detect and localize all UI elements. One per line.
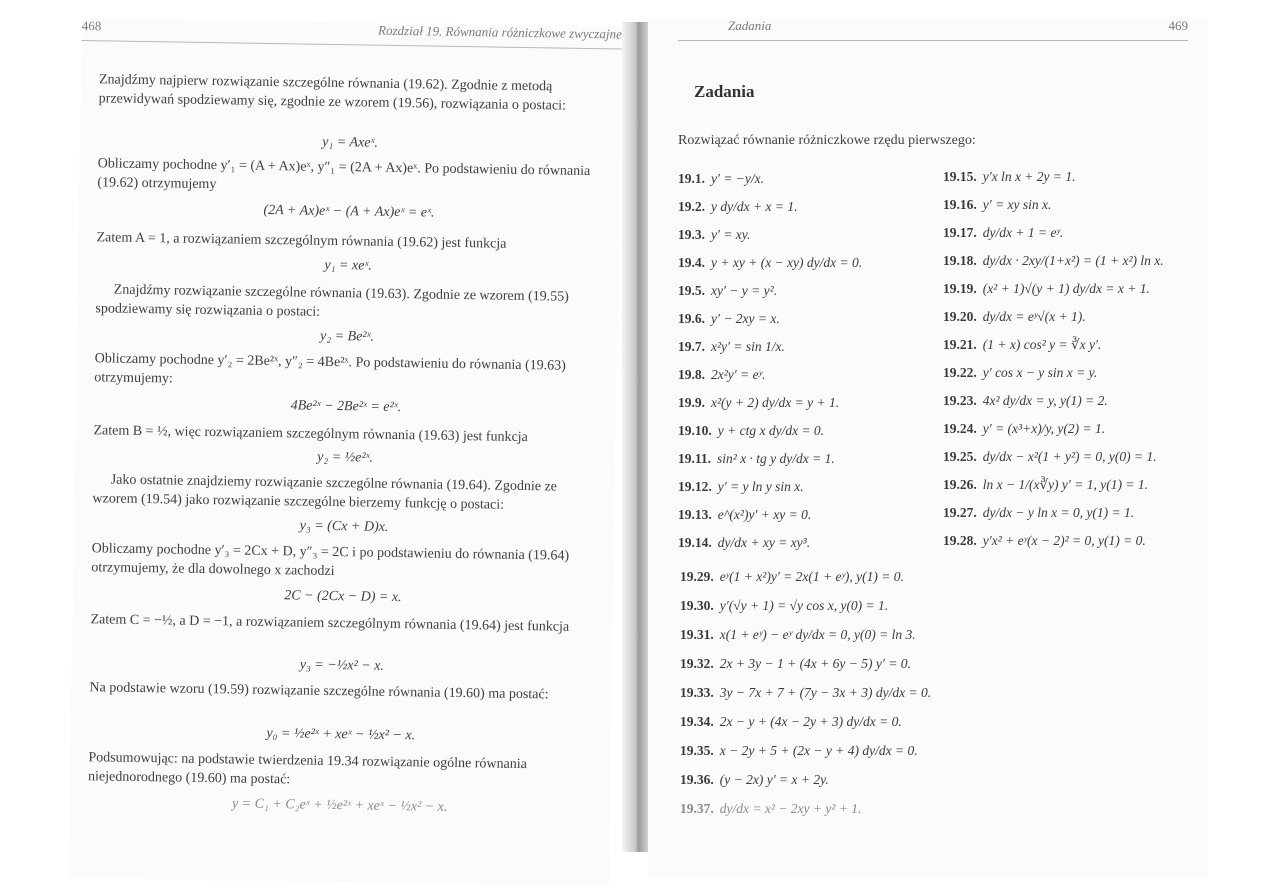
- equation: 2C − (2Cx − D) = x.: [284, 588, 402, 606]
- exercise: 19.18. dy/dx · 2xy/(1+x²) = (1 + x²) ln x.: [943, 253, 1164, 268]
- exercise: 19.12. y′ = y ln y sin x.: [678, 479, 804, 494]
- paragraph: Zatem A = 1, a rozwiązaniem szczególnym równania (19.62) jest funkcja: [96, 230, 507, 252]
- paragraph: Znajdźmy rozwiązanie szczególne równania (19.63). Zgodnie ze wzorem (19.55) spodziewamy się rozwiązania o postaci:: [95, 282, 569, 320]
- header-rule: [82, 40, 622, 49]
- equation: 4Be²ˣ − 2Be²ˣ = e²ˣ.: [290, 398, 402, 416]
- exercise: 19.21. (1 + x) cos² y = ∛x y′.: [943, 337, 1102, 352]
- right-page: [648, 18, 1208, 878]
- exercise: 19.20. dy/dx = eʸ√(x + 1).: [943, 309, 1086, 324]
- paragraph: Obliczamy pochodne y′₃ = 2Cx + D, y″₃ = 2C i po podstawieniu do równania (19.64) otrzymujemy, że dla dowolnego x zachodzi: [91, 541, 570, 580]
- page-number: 468: [81, 18, 102, 34]
- exercise: 19.17. dy/dx + 1 = eʸ.: [943, 225, 1064, 240]
- exercise: 19.34. 2x − y + (4x − 2y + 3) dy/dx = 0.: [680, 714, 902, 729]
- header-rule: [678, 40, 1188, 41]
- paragraph: Znajdźmy najpierw rozwiązanie szczególne równania (19.62). Zgodnie z metodą przewidywań spodziewamy się, zgodnie ze wzorem (19.56), rozwiązania o postaci:: [98, 72, 567, 114]
- exercise: 19.9. x²(y + 2) dy/dx = y + 1.: [678, 395, 840, 410]
- paragraph: Na podstawie wzoru (19.59) rozwiązanie szczególne równania (19.60) ma postać:: [89, 680, 549, 703]
- exercise: 19.35. x − 2y + 5 + (2x − y + 4) dy/dx = 0.: [680, 743, 918, 758]
- exercise: 19.22. y′ cos x − y sin x = y.: [943, 365, 1098, 380]
- exercise: 19.25. dy/dx − x²(1 + y²) = 0, y(0) = 1.: [943, 449, 1157, 464]
- equation: y₁ = Axeˣ.: [322, 134, 379, 151]
- exercise: 19.36. (y − 2x) y′ = x + 2y.: [680, 772, 829, 787]
- exercise: 19.26. ln x − 1/(x∛y) y′ = 1, y(1) = 1.: [943, 477, 1148, 492]
- equation: y₃ = −½x² − x.: [299, 657, 385, 674]
- intro-text: Rozwiązać równanie różniczkowe rzędu pierwszego:: [678, 133, 976, 148]
- paragraph: Zatem B = ½, więc rozwiązaniem szczególnym równania (19.63) jest funkcja: [93, 423, 528, 446]
- exercise: 19.24. y′ = (x³+x)/y, y(2) = 1.: [943, 421, 1106, 436]
- exercise: 19.4. y + xy + (x − xy) dy/dx = 0.: [678, 255, 863, 270]
- equation: y₂ = Be²ˣ.: [319, 328, 375, 345]
- exercise: 19.32. 2x + 3y − 1 + (4x + 6y − 5) y′ = 0.: [680, 656, 911, 671]
- running-header: Rozdział 19. Równania różniczkowe zwyczajne: [377, 22, 622, 42]
- paragraph: Obliczamy pochodne y′₁ = (A + Ax)eˣ, y″₁ = (2A + Ax)eˣ. Po podstawieniu do równania (19.62) otrzymujemy: [97, 156, 591, 193]
- paragraph: Podsumowując: na podstawie twierdzenia 19.34 rozwiązanie ogólne równania niejednorodnego (19.60) ma postać:: [87, 750, 527, 788]
- exercise: 19.15. y′x ln x + 2y = 1.: [943, 169, 1076, 184]
- page-number: 469: [1168, 18, 1188, 33]
- exercise: 19.33. 3y − 7x + 7 + (7y − 3x + 3) dy/dx = 0.: [680, 685, 932, 700]
- running-header: Zadania: [728, 18, 772, 33]
- equation: y₀ = ½e²ˣ + xeˣ − ½x² − x.: [266, 725, 416, 744]
- exercise: 19.30. y′(√y + 1) = √y cos x, y(0) = 1.: [680, 598, 889, 613]
- equation: y₃ = (Cx + D)x.: [299, 518, 389, 535]
- exercise: 19.10. y + ctg x dy/dx = 0.: [678, 423, 825, 438]
- exercise: 19.11. sin² x · tg y dy/dx = 1.: [678, 451, 835, 466]
- paragraph: Zatem C = −½, a D = −1, a rozwiązaniem szczególnym równania (19.64) jest funkcja: [90, 612, 570, 635]
- equation: y = C₁ + C₂eˣ + ½e²ˣ + xeˣ − ½x² − x.: [231, 796, 448, 815]
- exercise: 19.28. y′x² + eʸ(x − 2)² = 0, y(1) = 0.: [943, 533, 1146, 548]
- paragraph: Obliczamy pochodne y′₂ = 2Be²ˣ, y″₂ = 4Be²ˣ. Po podstawieniu do równania (19.63) otrzymujemy:: [94, 351, 566, 387]
- exercise: 19.6. y′ − 2xy = x.: [678, 311, 780, 326]
- exercise: 19.27. dy/dx − y ln x = 0, y(1) = 1.: [943, 505, 1135, 520]
- exercise: 19.23. 4x² dy/dx = y, y(1) = 2.: [943, 393, 1108, 408]
- equation: y₂ = ½e²ˣ.: [317, 449, 374, 466]
- exercise: 19.13. e^(x²)y′ + xy = 0.: [678, 507, 812, 522]
- exercise: 19.7. x²y′ = sin 1/x.: [678, 339, 785, 354]
- exercise: 19.14. dy/dx + xy = xy³.: [678, 535, 811, 550]
- exercise: 19.29. eʸ(1 + x²)y′ = 2x(1 + eʸ), y(1) = 0.: [680, 569, 904, 584]
- equation: (2A + Ax)eˣ − (A + Ax)eˣ = eˣ.: [263, 202, 435, 221]
- equation: y₁ = xeˣ.: [324, 257, 372, 274]
- exercise: 19.5. xy′ − y = y².: [678, 283, 778, 298]
- exercise: 19.1. y′ = −y/x.: [678, 171, 765, 186]
- exercise: 19.31. x(1 + eʸ) − eʸ dy/dx = 0, y(0) = ln 3.: [680, 627, 916, 642]
- exercise: 19.37. dy/dx = x² − 2xy + y² + 1.: [680, 801, 862, 816]
- exercise: 19.3. y′ = xy.: [678, 227, 751, 242]
- paragraph: Jako ostatnie znajdziemy rozwiązanie szczególne równania (19.64). Zgodnie ze wzorem (19.54) jako rozwiązanie szczególne bierzemy funkcję o postaci:: [92, 472, 558, 513]
- exercise: 19.16. y′ = xy sin x.: [943, 197, 1052, 212]
- exercise: 19.2. y dy/dx + x = 1.: [678, 199, 798, 214]
- exercise: 19.19. (x² + 1)√(y + 1) dy/dx = x + 1.: [943, 281, 1150, 296]
- left-page: [68, 18, 621, 886]
- section-title: Zadania: [694, 82, 755, 101]
- exercise: 19.8. 2x²y′ = eʸ.: [678, 367, 766, 382]
